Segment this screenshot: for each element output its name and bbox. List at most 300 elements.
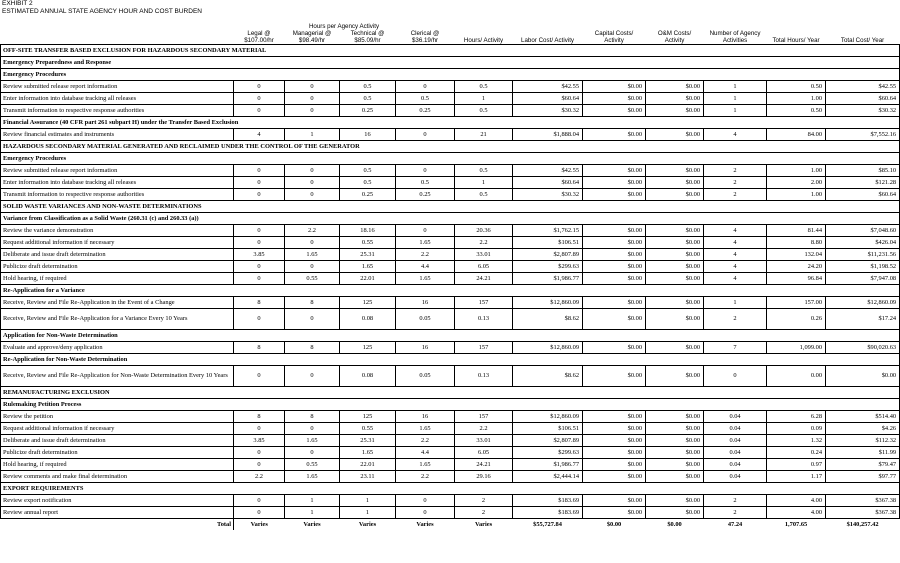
cell: 20.36 bbox=[455, 225, 513, 237]
cell: 0 bbox=[234, 177, 285, 189]
cell: $0.00 bbox=[583, 249, 646, 261]
cell: $42.55 bbox=[826, 81, 900, 93]
cell: 0.5 bbox=[340, 93, 396, 105]
cell: $0.00 bbox=[583, 177, 646, 189]
total-cell: Varies bbox=[455, 519, 513, 531]
column-header: Hours/ Activity bbox=[463, 37, 504, 44]
cell: 0 bbox=[234, 366, 285, 387]
table-row bbox=[1, 273, 900, 285]
cell: $0.00 bbox=[583, 81, 646, 93]
cell: 4 bbox=[704, 249, 767, 261]
table-row bbox=[1, 129, 900, 141]
row-label: Review financial estimates and instruments bbox=[1, 129, 234, 141]
cell: 1.00 bbox=[767, 93, 826, 105]
row-label: Receive, Review and File Re-Application in the Event of a Change bbox=[1, 297, 234, 309]
cell: $12,860.09 bbox=[513, 411, 583, 423]
cell: 0 bbox=[285, 93, 340, 105]
cell: $0.00 bbox=[646, 309, 704, 330]
column-header: Legal @ $107.00/hr bbox=[234, 30, 285, 45]
column-header: Labor Cost/ Activity bbox=[521, 37, 575, 44]
cell: 96.84 bbox=[767, 273, 826, 285]
cell: 2.2 bbox=[396, 471, 455, 483]
cell: $0.00 bbox=[583, 423, 646, 435]
cell: 16 bbox=[396, 411, 455, 423]
cell: 22.01 bbox=[340, 273, 396, 285]
subsection-label: Emergency Preparedness and Response bbox=[1, 57, 900, 69]
cell: 0.5 bbox=[396, 177, 455, 189]
cell: 1 bbox=[285, 495, 340, 507]
cell: $299.63 bbox=[513, 261, 583, 273]
table-row bbox=[1, 342, 900, 354]
cell: 4 bbox=[704, 225, 767, 237]
cell: 2.2 bbox=[396, 249, 455, 261]
cell: $0.00 bbox=[583, 459, 646, 471]
section-label: EXPORT REQUIREMENTS bbox=[1, 483, 900, 495]
cell: $0.00 bbox=[583, 411, 646, 423]
row-label: Receive, Review and File Re-Application for Non-Waste Determination Every 10 Years bbox=[1, 366, 234, 387]
cell: 0 bbox=[396, 495, 455, 507]
section-label: HAZARDOUS SECONDARY MATERIAL GENERATED AND RECLAIMED UNDER THE CONTROL OF THE GENERATOR bbox=[1, 141, 900, 153]
row-label: Enter information into database tracking all releases bbox=[1, 93, 234, 105]
subsection-row bbox=[1, 69, 900, 81]
cell: 2 bbox=[704, 177, 767, 189]
cell: 0.55 bbox=[285, 273, 340, 285]
subsection-label: Financial Assurance (40 CFR part 261 subpart H) under the Transfer Based Exclusion bbox=[1, 117, 900, 129]
cell: 4 bbox=[704, 261, 767, 273]
table-row bbox=[1, 225, 900, 237]
cell: $0.00 bbox=[583, 105, 646, 117]
cell: 0 bbox=[285, 309, 340, 330]
cell: 6.05 bbox=[455, 447, 513, 459]
cell: 0 bbox=[234, 495, 285, 507]
cell: 1.65 bbox=[340, 261, 396, 273]
cell: 4 bbox=[234, 129, 285, 141]
table-row bbox=[1, 435, 900, 447]
row-label: Hold hearing, if required bbox=[1, 459, 234, 471]
cell: 2 bbox=[704, 495, 767, 507]
cell: 0 bbox=[285, 177, 340, 189]
cell: 8 bbox=[234, 342, 285, 354]
table-row bbox=[1, 495, 900, 507]
cell: 8 bbox=[285, 411, 340, 423]
cell: $0.00 bbox=[583, 495, 646, 507]
total-cell: $140,257.42 bbox=[826, 519, 900, 531]
cell: 1.00 bbox=[767, 165, 826, 177]
cell: 4 bbox=[704, 273, 767, 285]
table-row bbox=[1, 366, 900, 387]
cell: $0.00 bbox=[583, 471, 646, 483]
cell: 125 bbox=[340, 411, 396, 423]
cell: $0.00 bbox=[646, 249, 704, 261]
subsection-label: Re-Application for Non-Waste Determination bbox=[1, 354, 900, 366]
cell: $0.00 bbox=[646, 189, 704, 201]
burden-table bbox=[0, 16, 900, 530]
subsection-row bbox=[1, 213, 900, 225]
cell: $0.00 bbox=[646, 435, 704, 447]
table-row bbox=[1, 423, 900, 435]
cell: 1 bbox=[285, 129, 340, 141]
cell: $1,888.04 bbox=[513, 129, 583, 141]
cell: $97.77 bbox=[826, 471, 900, 483]
cell: $11,231.56 bbox=[826, 249, 900, 261]
cell: $11.99 bbox=[826, 447, 900, 459]
cell: $0.00 bbox=[646, 81, 704, 93]
row-label: Deliberate and issue draft determination bbox=[1, 249, 234, 261]
cell: 1.65 bbox=[396, 237, 455, 249]
cell: 23.11 bbox=[340, 471, 396, 483]
cell: 2.2 bbox=[455, 237, 513, 249]
cell: $42.55 bbox=[513, 81, 583, 93]
total-cell: Varies bbox=[396, 519, 455, 531]
cell: 0 bbox=[285, 423, 340, 435]
cell: 0.13 bbox=[455, 366, 513, 387]
cell: 2 bbox=[455, 507, 513, 519]
cell: 1.65 bbox=[396, 459, 455, 471]
cell: 24.21 bbox=[455, 273, 513, 285]
table-row bbox=[1, 297, 900, 309]
cell: $2,807.89 bbox=[513, 435, 583, 447]
cell: $1,986.77 bbox=[513, 459, 583, 471]
cell: 0.55 bbox=[340, 423, 396, 435]
section-row bbox=[1, 483, 900, 495]
cell: 0 bbox=[234, 273, 285, 285]
total-label: Total bbox=[1, 519, 234, 531]
cell: $0.00 bbox=[583, 225, 646, 237]
column-header: Technical @ $85.09/hr bbox=[340, 30, 396, 45]
cell: 132.04 bbox=[767, 249, 826, 261]
cell: $0.00 bbox=[646, 507, 704, 519]
cell: 4 bbox=[704, 129, 767, 141]
hours-group-header: Hours per Agency Activity bbox=[308, 23, 380, 30]
table-row bbox=[1, 411, 900, 423]
cell: $0.00 bbox=[646, 411, 704, 423]
cell: 3.85 bbox=[234, 435, 285, 447]
total-cell: Varies bbox=[234, 519, 285, 531]
total-cell: Varies bbox=[340, 519, 396, 531]
row-label: Review submitted release report information bbox=[1, 81, 234, 93]
table-row bbox=[1, 261, 900, 273]
table-row bbox=[1, 459, 900, 471]
cell: 2.2 bbox=[285, 225, 340, 237]
cell: 0.97 bbox=[767, 459, 826, 471]
cell: $8.62 bbox=[513, 366, 583, 387]
subsection-label: Rulemaking Petition Process bbox=[1, 399, 900, 411]
cell: $1,986.77 bbox=[513, 273, 583, 285]
cell: 0.04 bbox=[704, 447, 767, 459]
section-label: OFF-SITE TRANSFER BASED EXCLUSION FOR HAZARDOUS SECONDARY MATERIAL bbox=[1, 45, 900, 57]
cell: 125 bbox=[340, 297, 396, 309]
row-label: Review the petition bbox=[1, 411, 234, 423]
cell: $0.00 bbox=[583, 309, 646, 330]
cell: 0 bbox=[234, 81, 285, 93]
cell: 8 bbox=[234, 297, 285, 309]
table-row bbox=[1, 507, 900, 519]
cell: 0 bbox=[234, 309, 285, 330]
cell: 0.5 bbox=[455, 189, 513, 201]
cell: 0.04 bbox=[704, 471, 767, 483]
cell: 0 bbox=[234, 237, 285, 249]
row-label: Publicize draft determination bbox=[1, 447, 234, 459]
total-row bbox=[1, 519, 900, 531]
cell: 1.65 bbox=[285, 249, 340, 261]
cell: 24.20 bbox=[767, 261, 826, 273]
column-header: Number of Agency Activities bbox=[709, 30, 761, 44]
cell: 0.5 bbox=[455, 165, 513, 177]
cell: 0 bbox=[396, 165, 455, 177]
cell: 0.55 bbox=[285, 459, 340, 471]
cell: $0.00 bbox=[583, 237, 646, 249]
cell: 157.00 bbox=[767, 297, 826, 309]
cell: $0.00 bbox=[646, 471, 704, 483]
cell: $0.00 bbox=[646, 495, 704, 507]
cell: $12,860.09 bbox=[826, 297, 900, 309]
cell: $60.64 bbox=[513, 93, 583, 105]
row-label: Review export notification bbox=[1, 495, 234, 507]
cell: 0.00 bbox=[767, 366, 826, 387]
cell: $0.00 bbox=[826, 366, 900, 387]
cell: 1 bbox=[704, 81, 767, 93]
cell: 2 bbox=[704, 507, 767, 519]
cell: 2.2 bbox=[234, 471, 285, 483]
cell: $17.24 bbox=[826, 309, 900, 330]
table-row bbox=[1, 471, 900, 483]
table-row bbox=[1, 81, 900, 93]
cell: 0 bbox=[234, 423, 285, 435]
cell: $79.47 bbox=[826, 459, 900, 471]
row-label: Hold hearing, if required bbox=[1, 273, 234, 285]
column-header: Clerical @ $36.19/hr bbox=[396, 30, 455, 45]
cell: $0.00 bbox=[646, 225, 704, 237]
total-cell: $0.00 bbox=[646, 519, 704, 531]
row-label: Deliberate and issue draft determination bbox=[1, 435, 234, 447]
cell: 6.05 bbox=[455, 261, 513, 273]
cell: 0 bbox=[285, 189, 340, 201]
cell: 0.13 bbox=[455, 309, 513, 330]
cell: 0.25 bbox=[396, 189, 455, 201]
cell: 0.5 bbox=[340, 165, 396, 177]
cell: 0.5 bbox=[340, 177, 396, 189]
row-label: Enter information into database tracking all releases bbox=[1, 177, 234, 189]
cell: 0 bbox=[285, 81, 340, 93]
cell: $1,198.52 bbox=[826, 261, 900, 273]
cell: 0 bbox=[234, 93, 285, 105]
cell: $1,762.15 bbox=[513, 225, 583, 237]
cell: 0 bbox=[234, 189, 285, 201]
cell: $0.00 bbox=[583, 129, 646, 141]
cell: 125 bbox=[340, 342, 396, 354]
cell: 0.25 bbox=[396, 105, 455, 117]
row-label: Receive, Review and File Re-Application for a Variance Every 10 Years bbox=[1, 309, 234, 330]
cell: $367.38 bbox=[826, 507, 900, 519]
cell: $0.00 bbox=[646, 165, 704, 177]
cell: $0.00 bbox=[583, 273, 646, 285]
column-header: Total Cost/ Year bbox=[840, 37, 885, 44]
cell: 29.16 bbox=[455, 471, 513, 483]
cell: $426.04 bbox=[826, 237, 900, 249]
cell: $0.00 bbox=[583, 342, 646, 354]
cell: 0 bbox=[396, 225, 455, 237]
cell: $0.00 bbox=[646, 237, 704, 249]
cell: 2.00 bbox=[767, 177, 826, 189]
cell: $60.64 bbox=[826, 93, 900, 105]
subsection-label: Emergency Procedures bbox=[1, 69, 900, 81]
total-cell: 1,707.65 bbox=[767, 519, 826, 531]
cell: $90,020.63 bbox=[826, 342, 900, 354]
cell: 0 bbox=[285, 165, 340, 177]
section-row bbox=[1, 45, 900, 57]
cell: 0.55 bbox=[340, 237, 396, 249]
cell: 16 bbox=[396, 342, 455, 354]
exhibit-label: EXHIBIT 2 bbox=[2, 0, 33, 7]
column-header: O&M Costs/ Activity bbox=[657, 30, 692, 44]
table-row bbox=[1, 93, 900, 105]
cell: 1.32 bbox=[767, 435, 826, 447]
cell: 8 bbox=[234, 411, 285, 423]
cell: 1.17 bbox=[767, 471, 826, 483]
cell: 2.2 bbox=[396, 435, 455, 447]
cell: $60.64 bbox=[513, 177, 583, 189]
cell: 0.25 bbox=[340, 189, 396, 201]
cell: 0.5 bbox=[455, 105, 513, 117]
cell: 2 bbox=[455, 495, 513, 507]
total-cell: $55,727.84 bbox=[513, 519, 583, 531]
cell: 4.4 bbox=[396, 261, 455, 273]
cell: 0.08 bbox=[340, 366, 396, 387]
cell: 4.4 bbox=[396, 447, 455, 459]
cell: $0.00 bbox=[646, 423, 704, 435]
cell: 8.80 bbox=[767, 237, 826, 249]
section-label: REMANUFACTURING EXCLUSION bbox=[1, 387, 900, 399]
cell: 2 bbox=[704, 189, 767, 201]
table-row bbox=[1, 189, 900, 201]
cell: 2 bbox=[704, 309, 767, 330]
cell: $7,947.08 bbox=[826, 273, 900, 285]
total-cell: Varies bbox=[285, 519, 340, 531]
cell: 1.65 bbox=[396, 423, 455, 435]
section-row bbox=[1, 201, 900, 213]
cell: $12,860.09 bbox=[513, 297, 583, 309]
table-title: ESTIMATED ANNUAL STATE AGENCY HOUR AND COST BURDEN bbox=[2, 8, 202, 15]
cell: 7 bbox=[704, 342, 767, 354]
subsection-label: Variance from Classification as a Solid Waste (260.31 (c) and 260.33 (a)) bbox=[1, 213, 900, 225]
cell: 4.00 bbox=[767, 507, 826, 519]
cell: 0 bbox=[285, 366, 340, 387]
cell: 0.24 bbox=[767, 447, 826, 459]
cell: $0.00 bbox=[646, 177, 704, 189]
row-label: Publicize draft determination bbox=[1, 261, 234, 273]
row-label: Transmit information to respective response authorities bbox=[1, 189, 234, 201]
cell: 1.65 bbox=[285, 471, 340, 483]
cell: $367.38 bbox=[826, 495, 900, 507]
total-cell: 47.24 bbox=[704, 519, 767, 531]
subsection-row bbox=[1, 117, 900, 129]
cell: $0.00 bbox=[646, 447, 704, 459]
cell: $0.00 bbox=[646, 342, 704, 354]
cell: 0 bbox=[285, 105, 340, 117]
cell: 0.04 bbox=[704, 435, 767, 447]
cell: 3.85 bbox=[234, 249, 285, 261]
cell: 21 bbox=[455, 129, 513, 141]
cell: $514.40 bbox=[826, 411, 900, 423]
cell: 22.01 bbox=[340, 459, 396, 471]
subsection-row bbox=[1, 153, 900, 165]
cell: $0.00 bbox=[646, 366, 704, 387]
cell: 18.16 bbox=[340, 225, 396, 237]
cell: 0 bbox=[234, 165, 285, 177]
cell: $0.00 bbox=[583, 507, 646, 519]
cell: 1 bbox=[455, 177, 513, 189]
row-label: Evaluate and approve/deny application bbox=[1, 342, 234, 354]
cell: 0 bbox=[396, 507, 455, 519]
cell: 0 bbox=[234, 447, 285, 459]
cell: 157 bbox=[455, 342, 513, 354]
cell: 1 bbox=[455, 93, 513, 105]
section-label: SOLID WASTE VARIANCES AND NON-WASTE DETERMINATIONS bbox=[1, 201, 900, 213]
cell: $0.00 bbox=[583, 435, 646, 447]
cell: $0.00 bbox=[583, 366, 646, 387]
cell: 0.5 bbox=[455, 81, 513, 93]
cell: 1.65 bbox=[340, 447, 396, 459]
cell: 0.5 bbox=[340, 81, 396, 93]
cell: $4.26 bbox=[826, 423, 900, 435]
cell: $183.69 bbox=[513, 507, 583, 519]
cell: 0 bbox=[396, 81, 455, 93]
row-label: Transmit information to respective response authorities bbox=[1, 105, 234, 117]
cell: 81.44 bbox=[767, 225, 826, 237]
table-row bbox=[1, 105, 900, 117]
subsection-label: Application for Non-Waste Determination bbox=[1, 330, 900, 342]
subsection-row bbox=[1, 330, 900, 342]
cell: $60.64 bbox=[826, 189, 900, 201]
cell: 1,099.00 bbox=[767, 342, 826, 354]
cell: 0.50 bbox=[767, 81, 826, 93]
cell: $30.32 bbox=[513, 105, 583, 117]
cell: 0.04 bbox=[704, 459, 767, 471]
row-label: Review comments and make final determination bbox=[1, 471, 234, 483]
cell: $121.28 bbox=[826, 177, 900, 189]
table-row bbox=[1, 237, 900, 249]
cell: 0 bbox=[234, 507, 285, 519]
cell: 2.2 bbox=[455, 423, 513, 435]
cell: $106.51 bbox=[513, 423, 583, 435]
cell: $0.00 bbox=[583, 93, 646, 105]
column-header: Capital Costs/ Activity bbox=[594, 30, 634, 44]
cell: 1 bbox=[340, 507, 396, 519]
cell: $112.32 bbox=[826, 435, 900, 447]
cell: 0.25 bbox=[340, 105, 396, 117]
cell: $0.00 bbox=[646, 261, 704, 273]
cell: 1 bbox=[704, 105, 767, 117]
cell: 33.01 bbox=[455, 435, 513, 447]
cell: 4.00 bbox=[767, 495, 826, 507]
cell: $0.00 bbox=[646, 273, 704, 285]
cell: 0 bbox=[234, 261, 285, 273]
cell: 1 bbox=[340, 495, 396, 507]
section-row bbox=[1, 141, 900, 153]
subsection-row bbox=[1, 399, 900, 411]
cell: $0.00 bbox=[646, 129, 704, 141]
cell: 1.65 bbox=[396, 273, 455, 285]
page-header bbox=[0, 0, 889, 16]
cell: 33.01 bbox=[455, 249, 513, 261]
row-label: Request additional information if necessary bbox=[1, 423, 234, 435]
cell: 8 bbox=[285, 297, 340, 309]
cell: 0.09 bbox=[767, 423, 826, 435]
table-row bbox=[1, 309, 900, 330]
cell: 1.00 bbox=[767, 189, 826, 201]
cell: $2,444.14 bbox=[513, 471, 583, 483]
table-row bbox=[1, 165, 900, 177]
